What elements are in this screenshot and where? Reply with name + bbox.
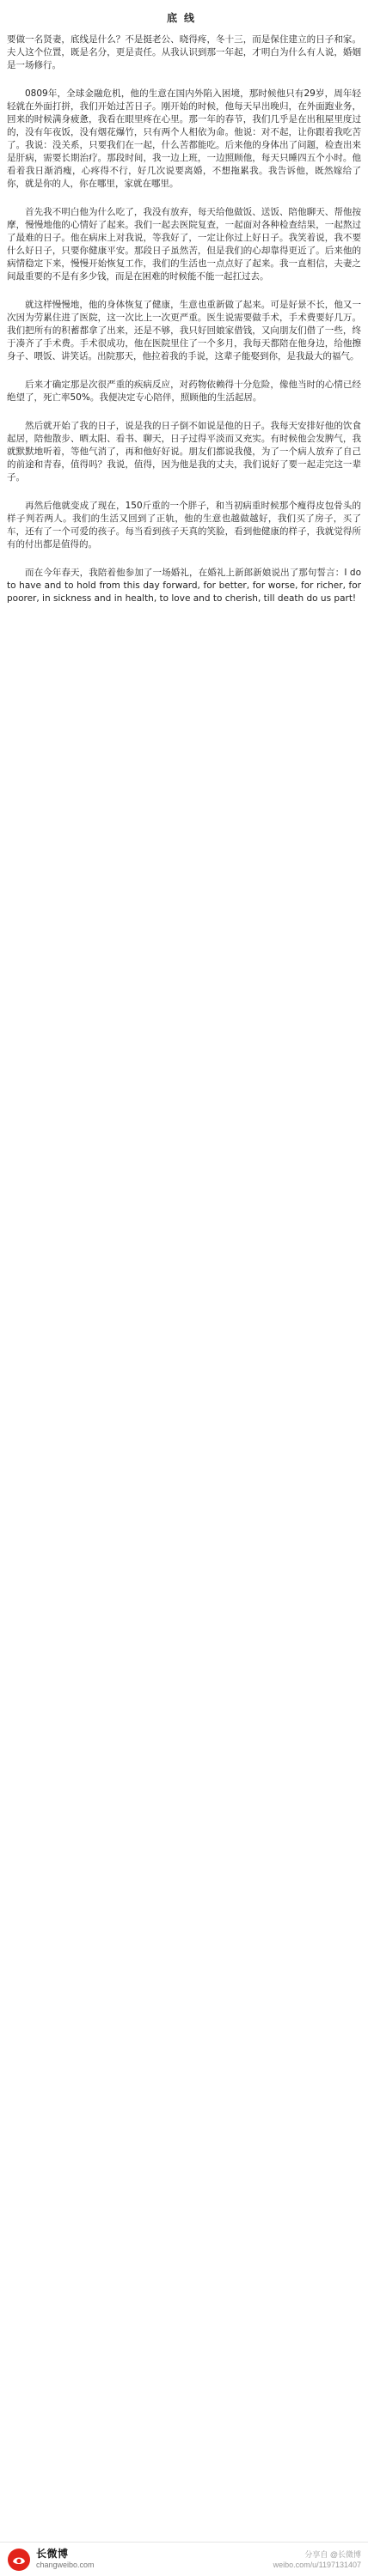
share-meta-line1: 分享自 @长微博 (304, 2549, 361, 2559)
article-title: 底线 (166, 12, 201, 24)
paragraph-7: 再然后他就变成了现在，150斤重的一个胖子，和当初病重时候那个瘦得皮包骨头的样子判若两人。我们的生活又回到了正轨，他的生意也越做越好，我们买了房子，买了车，还有了一个可爱的孩子。每当看到孩子天真的笑脸，看到他健康的样子，我就觉得所有的付出都是值得的。 (7, 501, 361, 550)
changweibo-logo-icon (7, 2548, 31, 2572)
paragraph-1: 要做一名贤妻，底线是什么？不是挺老公、晓得疼，冬十三，而是保住建立的日子和家。夫人这个位置，既是名分，更是责任。从我认识到那一年起，才明白为什么有人说，婚姻是一场修行。 (7, 34, 361, 70)
brand[interactable] (7, 2548, 95, 2572)
paragraph-3: 首先我不明白他为什么吃了，我没有放弃，每天给他做饭、送饭、陪他聊天、帮他按摩，慢慢地他的心情好了起来。我们一起去医院复查，一起面对各种检查结果，一起熬过了最难的日子。他在病床上对我说，等我好了，一定让你过上好日子。我笑着说，我不要什么好日子，只要你健康平安。那段日子虽然苦，但是我们的心却靠得更近了。后来他的病情稳定下来，慢慢开始恢复工作，我们的生活也一点点好了起来。我一直相信，夫妻之间最重要的不是有多少钱，而是在困难的时候能不能一起扛过去。 (7, 207, 361, 282)
paragraph-2: 0809年，全球金融危机，他的生意在国内外陷入困境，那时候他只有29岁，周年轻轻就在外面打拼，我们开始过苦日子。刚开始的时候，他每天早出晚归，在外面跑业务，回来的时候满身疲惫，我看在眼里疼在心里。那一年的春节，我们几乎是在出租屋里度过的，没有年夜饭，没有烟花爆竹，只有两个人相依为命。他说：对不起，让你跟着我吃苦了。我说：没关系，只要我们在一起，什么苦都能吃。后来他的身体出了问题，检查出来是肝病，需要长期治疗。那段时间，我一边上班，一边照顾他，每天只睡四五个小时。他看着我日渐消瘦，心疼得不行，好几次说要离婚，不想拖累我。我告诉他，既然嫁给了你，就是你的人，你在哪里，家就在哪里。 (7, 88, 361, 189)
paragraph-6: 然后就开始了我的日子，说是我的日子倒不如说是他的日子。我每天安排好他的饮食起居，陪他散步、晒太阳、看书、聊天，日子过得平淡而又充实。有时候他会发脾气，我就默默地听着，等他气消了，再和他好好说。朋友们都说我傻，为了一个病人放弃了自己的前途和青春，值得吗？我说，值得，因为他是我的丈夫，我们说好了要一起走完这一辈子。 (7, 421, 361, 483)
brand-name: 长微博 (36, 2547, 69, 2560)
paragraph-8: 而在今年春天，我陪着他参加了一场婚礼，在婚礼上新郎新娘说出了那句誓言：I do to have and to hold from this day forward, for better, for worse, for richer, for poorer, in sickness and in health, to love and to cherish, till death do us part! (7, 568, 361, 604)
paragraph-4: 就这样慢慢地，他的身体恢复了健康，生意也重新做了起来。可是好景不长，他又一次因为劳累住进了医院，这一次比上一次更严重。医生说需要做手术，手术费要好几万。我们把所有的积蓄都拿了出来，还是不够，我只好回娘家借钱，又向朋友们借了一些，终于凑齐了手术费。手术很成功，他在医院里住了一个多月，我每天都陪在他身边，给他擦身子、喂饭、讲笑话。出院那天，他拉着我的手说，这辈子能娶到你，是我最大的福气。 (7, 300, 361, 361)
paragraph-5: 后来才确定那是次很严重的疾病反应，对药物依赖得十分危险，像他当时的心情已经绝望了，死亡率50%。我便决定专心陪伴，照顾他的生活起居。 (7, 380, 361, 403)
brand-text (36, 2549, 95, 2571)
brand-url: changweibo.com (36, 2560, 95, 2569)
share-meta-line2[interactable]: weibo.com/u/1197131407 (273, 2560, 361, 2569)
share-meta (273, 2549, 361, 2570)
footer (0, 2542, 368, 2576)
article-body (7, 33, 361, 605)
